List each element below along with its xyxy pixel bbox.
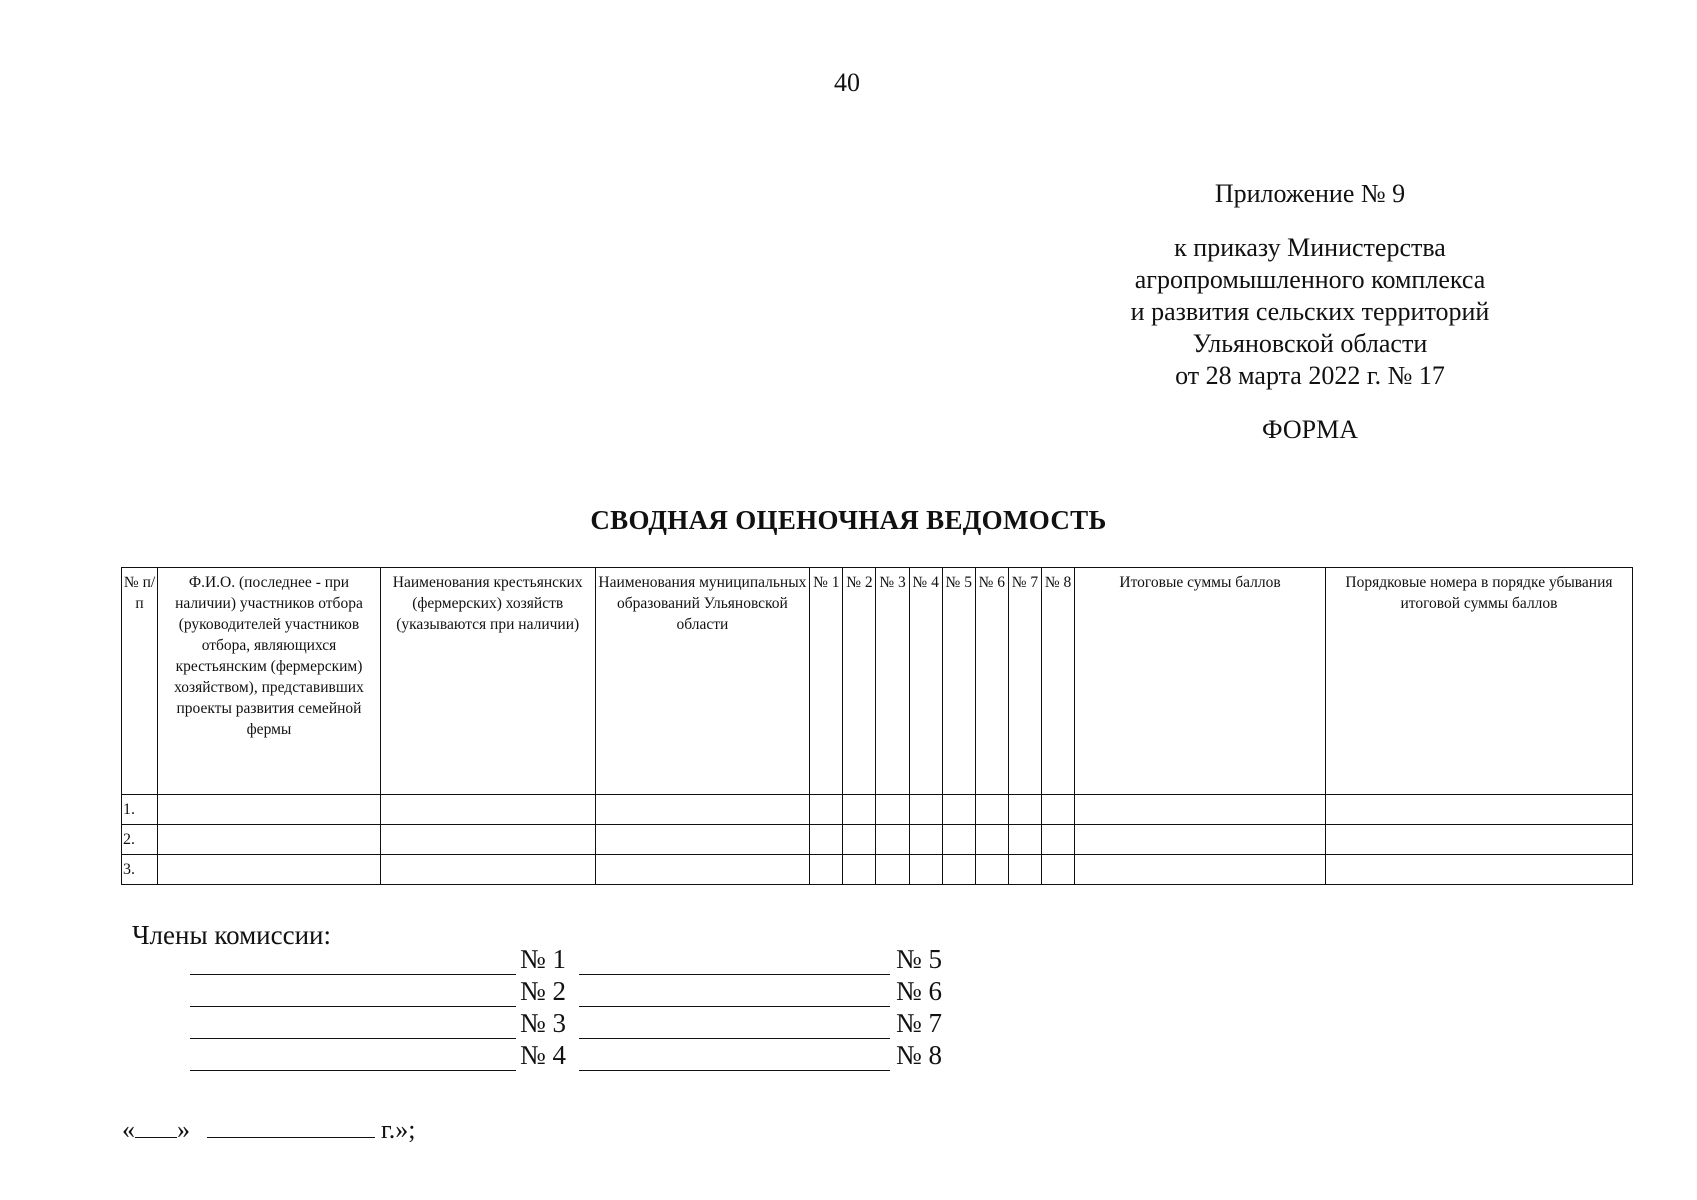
table-cell <box>843 855 876 885</box>
table-cell <box>1042 795 1075 825</box>
table-cell <box>595 795 810 825</box>
table-cell <box>810 855 843 885</box>
table-cell <box>158 825 381 855</box>
table-cell <box>158 795 381 825</box>
table-cell <box>595 855 810 885</box>
header-member-3: № 3 <box>876 568 909 795</box>
appendix-ref-line: к приказу Министерства <box>1174 233 1446 262</box>
month-blank[interactable] <box>207 1117 375 1138</box>
row-number: 3. <box>122 855 158 885</box>
table-cell <box>909 795 942 825</box>
signature-line[interactable] <box>579 1070 890 1071</box>
header-total: Итоговые суммы баллов <box>1075 568 1326 795</box>
header-member-5: № 5 <box>942 568 975 795</box>
table-cell <box>942 825 975 855</box>
header-farms: Наименования крестьянских (фермерских) хозяйств (указываются при наличии) <box>380 568 595 795</box>
table-cell <box>1325 795 1632 825</box>
commission-members-label: Члены комиссии: <box>132 920 331 950</box>
table-cell <box>1008 795 1041 825</box>
table-cell <box>1008 825 1041 855</box>
appendix-ref-line: агропромышленного комплекса <box>1134 265 1486 294</box>
table-cell <box>909 825 942 855</box>
table-cell <box>810 825 843 855</box>
header-member-8: № 8 <box>1042 568 1075 795</box>
page-number: 40 <box>834 68 860 97</box>
signature-line[interactable] <box>190 974 516 975</box>
header-member-7: № 7 <box>1008 568 1041 795</box>
appendix-header <box>1100 178 1520 446</box>
signature-line[interactable] <box>579 1038 890 1039</box>
header-rank: Порядковые номера в порядке убывания итоговой суммы баллов <box>1325 568 1632 795</box>
table-cell <box>1042 855 1075 885</box>
date-close-quote: » <box>177 1115 190 1144</box>
row-number: 2. <box>122 825 158 855</box>
header-member-1: № 1 <box>810 568 843 795</box>
appendix-title: Приложение № 9 <box>1214 179 1406 208</box>
table-cell <box>876 855 909 885</box>
appendix-ref-line: Ульяновской области <box>1192 329 1428 358</box>
table-cell <box>909 855 942 885</box>
date-field <box>122 1115 415 1145</box>
table-cell <box>158 855 381 885</box>
table-cell <box>1325 825 1632 855</box>
appendix-ref-line: и развития сельских территорий <box>1130 297 1490 326</box>
form-label: ФОРМА <box>1262 415 1358 444</box>
member-number: № 1 <box>520 944 567 974</box>
table-cell <box>1075 795 1326 825</box>
table-cell <box>380 855 595 885</box>
header-member-4: № 4 <box>909 568 942 795</box>
signature-line[interactable] <box>190 1006 516 1007</box>
table-cell <box>1008 855 1041 885</box>
header-fio: Ф.И.О. (последнее - при наличии) участников отбора (руководителей участников отбора, являющихся крестьянским (фермерским) хозяйством), представивших проекты развития семейной фермы <box>158 568 381 795</box>
member-number: № 6 <box>896 976 943 1006</box>
table-cell <box>1325 855 1632 885</box>
table-cell <box>975 855 1008 885</box>
table-header-row <box>122 568 1633 795</box>
member-number: № 5 <box>896 944 943 974</box>
member-number: № 2 <box>520 976 567 1006</box>
summary-table <box>121 567 1633 885</box>
row-number: 1. <box>122 795 158 825</box>
signature-line[interactable] <box>579 974 890 975</box>
table-cell <box>843 795 876 825</box>
date-open-quote: « <box>122 1115 135 1144</box>
table-cell <box>595 825 810 855</box>
document-title: СВОДНАЯ ОЦЕНОЧНАЯ ВЕДОМОСТЬ <box>590 505 1107 535</box>
header-member-2: № 2 <box>843 568 876 795</box>
appendix-ref-line: от 28 марта 2022 г. № 17 <box>1175 361 1445 390</box>
table-row <box>122 855 1633 885</box>
table-cell <box>1075 855 1326 885</box>
table-cell <box>876 795 909 825</box>
member-number: № 7 <box>896 1008 943 1038</box>
table-cell <box>975 795 1008 825</box>
table-row <box>122 795 1633 825</box>
table-row <box>122 825 1633 855</box>
header-member-6: № 6 <box>975 568 1008 795</box>
table-cell <box>975 825 1008 855</box>
member-number: № 4 <box>520 1040 567 1070</box>
member-number: № 8 <box>896 1040 943 1070</box>
table-cell <box>380 825 595 855</box>
table-cell <box>843 825 876 855</box>
header-municipalities: Наименования муниципальных образований Ульяновской области <box>595 568 810 795</box>
header-num: № п/п <box>122 568 158 795</box>
table-cell <box>810 795 843 825</box>
member-number: № 3 <box>520 1008 567 1038</box>
table-cell <box>380 795 595 825</box>
day-blank[interactable] <box>135 1117 177 1138</box>
signature-line[interactable] <box>190 1038 516 1039</box>
signature-line[interactable] <box>190 1070 516 1071</box>
table-cell <box>1042 825 1075 855</box>
appendix-reference <box>1100 232 1520 392</box>
year-suffix: г.»; <box>381 1115 416 1144</box>
table-cell <box>942 855 975 885</box>
table-cell <box>1075 825 1326 855</box>
signature-line[interactable] <box>579 1006 890 1007</box>
table-cell <box>942 795 975 825</box>
table-cell <box>876 825 909 855</box>
